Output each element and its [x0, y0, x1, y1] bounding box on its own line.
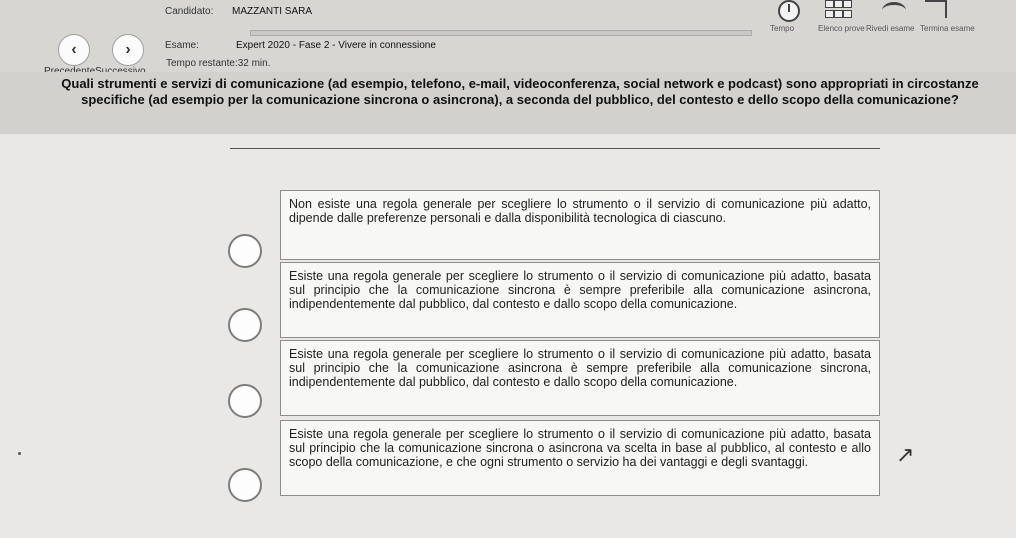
review-icon[interactable]: [882, 2, 906, 19]
answer-option-2[interactable]: Esiste una regola generale per scegliere lo strumento o il servizio di comunicazione più adatto, basata sul principio che la comunicazione sincrona è sempre preferibile alla comunicazione asincrona, indipendentemente dal pubblico, dal contesto e dallo scopo della comunicazione.: [280, 262, 880, 338]
review-label[interactable]: Rivedi esame: [866, 24, 915, 33]
exam-toolbar: [0, 0, 1016, 73]
dot: [18, 452, 21, 455]
answer-option-1[interactable]: Non esiste una regola generale per scegliere lo strumento o il servizio di comunicazione più adatto, dipende dalle preferenze personali e dalla disponibilità tecnologica di ciascuno.: [280, 190, 880, 260]
answer-option-3[interactable]: Esiste una regola generale per scegliere lo strumento o il servizio di comunicazione più adatto, basata sul principio che la comunicazione asincrona è sempre preferibile alla comunicazione sincrona, indipendentemente dal pubblico, dal contesto e dallo scopo della comunicazione.: [280, 340, 880, 416]
end-label[interactable]: Termina esame: [920, 24, 975, 33]
grid-icon[interactable]: [825, 0, 850, 18]
previous-button[interactable]: [58, 34, 90, 66]
exam-value: Expert 2020 - Fase 2 - Vivere in connessione: [236, 40, 436, 51]
timer-label: Tempo: [770, 24, 795, 33]
candidate-value: MAZZANTI SARA: [232, 6, 313, 17]
answer-radio-1[interactable]: [228, 234, 262, 268]
answer-option-4[interactable]: Esiste una regola generale per scegliere lo strumento o il servizio di comunicazione più adatto, basata sul principio che la comunicazione sincrona o asincrona va scelta in base al pubblico, al contesto e allo scopo della comunicazione, e che ogni strumento o servizio ha dei vantaggi e degli svantaggi.: [280, 420, 880, 496]
answer-radio-2[interactable]: [228, 308, 262, 342]
clock-icon[interactable]: [778, 0, 800, 22]
time-remaining: Tempo restante:32 min.: [166, 58, 271, 69]
exit-icon[interactable]: [925, 0, 947, 18]
exam-key: Esame:: [165, 40, 199, 51]
question-text: Quali strumenti e servizi di comunicazione (ad esempio, telefono, e-mail, videoconferenza, social network e podcast) sono appropriati in circostanze specifiche (ad esempio per la comunicazione sincrona o asincrona), a seconda del pubblico, del contesto e dello scopo della comunicazione?: [61, 76, 979, 107]
chevron-right-icon: ›: [125, 41, 131, 58]
next-button[interactable]: [112, 34, 144, 66]
progress-bar: [250, 30, 752, 36]
answer-radio-3[interactable]: [228, 384, 262, 418]
divider: [230, 148, 880, 149]
cursor-icon: ↗: [896, 442, 915, 467]
list-label[interactable]: Elenco prove: [818, 24, 865, 33]
answer-radio-4[interactable]: [228, 468, 262, 502]
chevron-left-icon: ‹: [71, 41, 77, 58]
candidate-key: Candidato:: [165, 6, 214, 17]
